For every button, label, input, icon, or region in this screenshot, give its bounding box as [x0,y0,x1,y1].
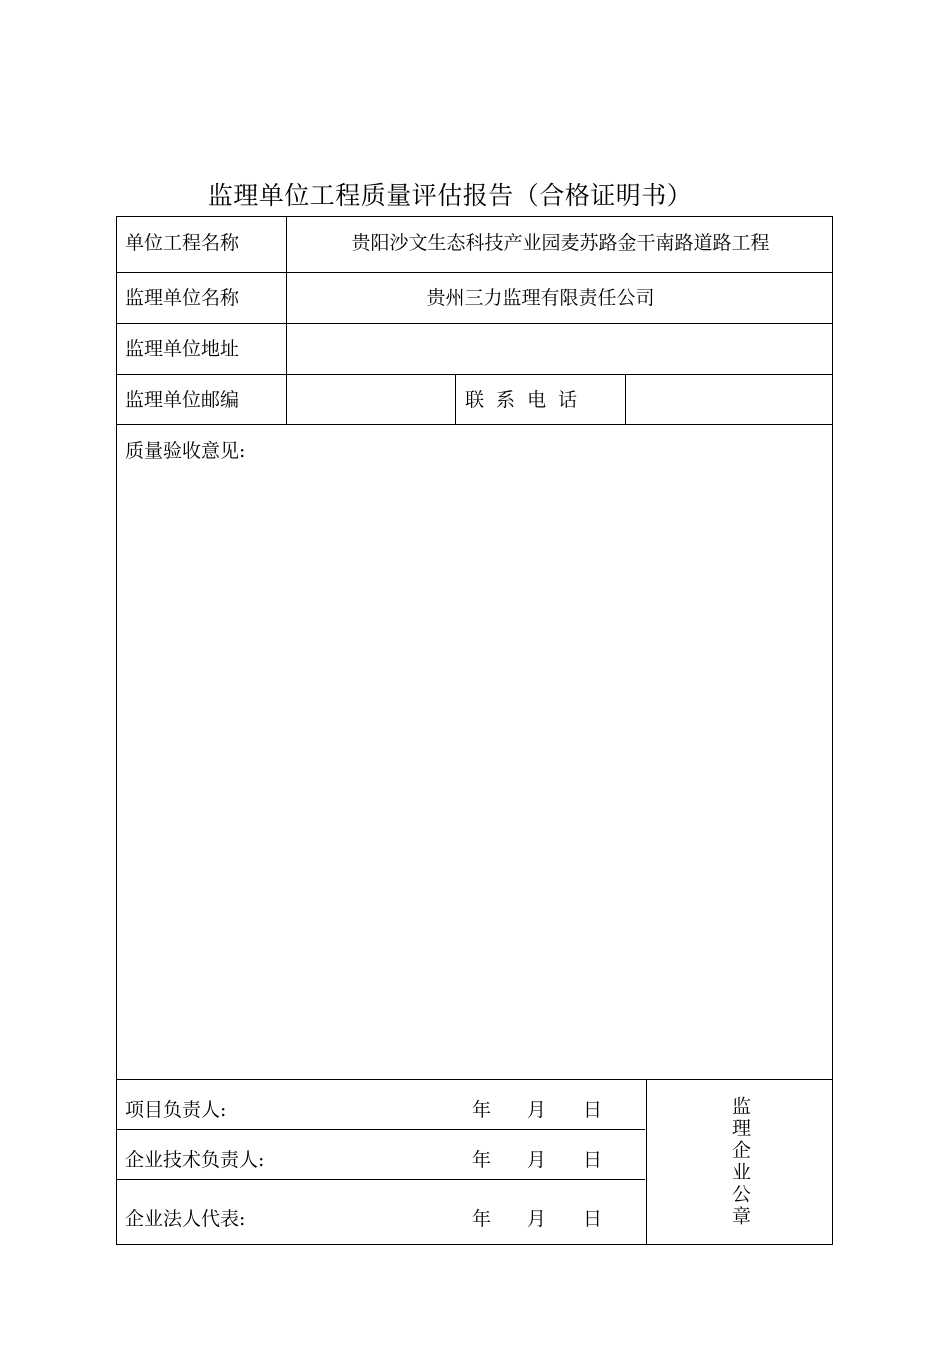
company-name-value: 贵州三力监理有限责任公司 [426,287,655,309]
project-manager-label: 项目负责人: [125,1099,227,1121]
row-divider [117,1179,645,1180]
date-year: 年 [472,1099,492,1121]
postcode-label: 监理单位邮编 [125,389,240,411]
company-seal-cell [646,1079,833,1245]
row-divider [117,374,832,375]
opinion-label: 质量验收意见: [125,440,246,462]
row-divider [117,1129,645,1130]
date-year: 年 [472,1208,492,1230]
date-day: 日 [583,1149,603,1171]
certificate-form [116,216,833,1245]
date-day: 日 [583,1208,603,1230]
column-divider [625,374,626,424]
date-year: 年 [472,1149,492,1171]
row-divider [117,424,832,425]
company-name-label: 监理单位名称 [125,287,240,309]
date-month: 月 [527,1208,547,1230]
project-name-label: 单位工程名称 [125,232,240,254]
column-divider [455,374,456,424]
row-divider [117,272,832,273]
legal-representative-label: 企业法人代表: [125,1208,246,1230]
project-name-value: 贵阳沙文生态科技产业园麦苏路金干南路道路工程 [351,232,770,254]
company-seal-label: 监理企业公章 [729,1096,751,1228]
phone-label: 联 系 电 话 [465,389,578,411]
date-month: 月 [527,1149,547,1171]
row-divider [117,323,832,324]
company-address-label: 监理单位地址 [125,338,240,360]
date-day: 日 [583,1099,603,1121]
technical-lead-label: 企业技术负责人: [125,1149,265,1171]
document-title: 监理单位工程质量评估报告（合格证明书） [207,181,693,210]
date-month: 月 [527,1099,547,1121]
